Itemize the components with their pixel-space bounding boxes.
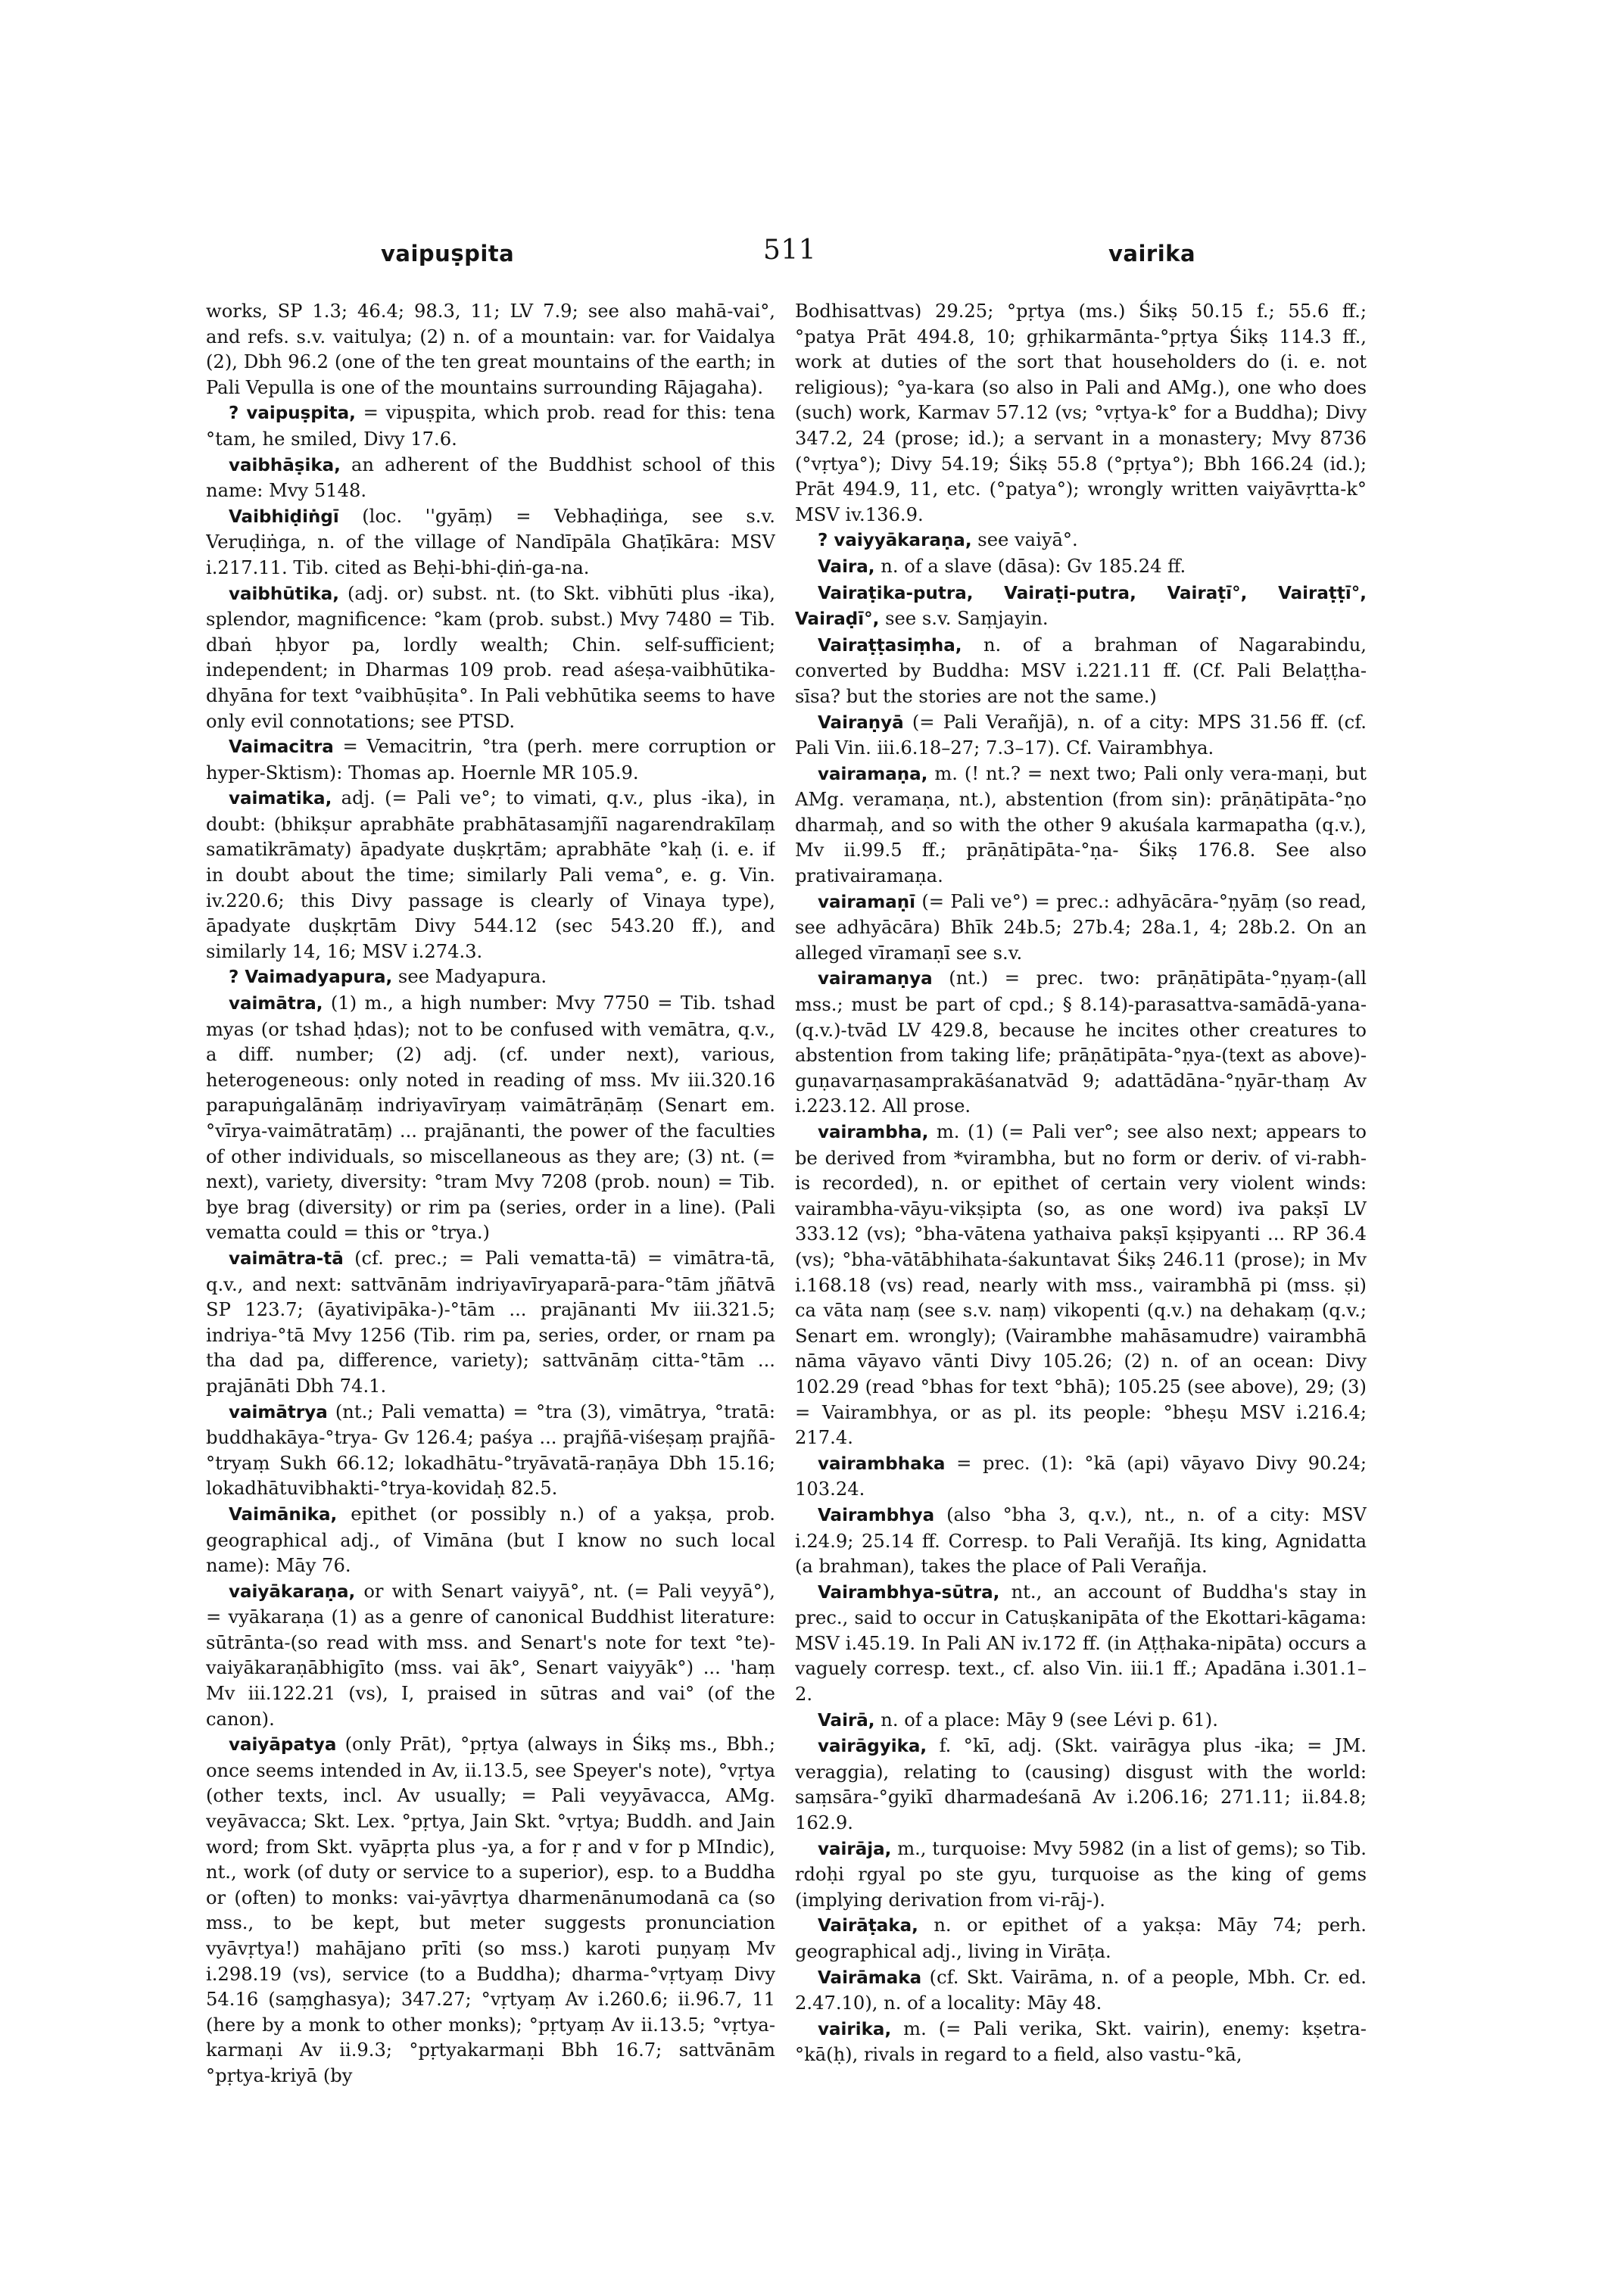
dictionary-entry <box>795 633 1367 710</box>
dictionary-entry <box>206 1579 775 1733</box>
entry-headword: vairamaṇa, <box>818 764 928 784</box>
dictionary-entry <box>206 1502 775 1579</box>
entry-headword: ? vaipuṣpita, <box>229 403 356 424</box>
entry-headword: vaimatika, <box>229 789 332 809</box>
dictionary-entry <box>795 1734 1367 1836</box>
entry-headword: vairāgyika, <box>818 1737 927 1757</box>
dictionary-entry <box>206 1400 775 1502</box>
entry-definition: nt., an account of Buddha's stay in prec., said to occur in Catuṣkanipāta of the Ekottari-kāgama: MSV i.45.19. In Pali AN iv.172 ff. (in Aṭṭhaka-nipāta) occurs a vaguely corresp. text., cf. also Vin. iii.1 ff.; Apadāna i.301.1–2. <box>795 1581 1367 1706</box>
dictionary-entry <box>795 581 1367 633</box>
entry-definition: m. (= Pali verika, Skt. vairin), enemy: kṣetra-°kā(ḥ), rivals in regard to a field, also vastu-°kā, <box>795 2017 1367 2066</box>
entry-headword: vairamaṇī <box>818 892 916 912</box>
entry-definition: = Vemacitrin, °tra (perh. mere corruption or hyper-Sktism): Thomas ap. Hoernle MR 105.9. <box>206 736 775 784</box>
entry-definition: n. of a slave (dāsa): Gv 185.24 ff. <box>881 555 1186 577</box>
dictionary-entry <box>206 299 775 400</box>
entry-definition: = vipuṣpita, which prob. read for this: tena °tam, he smiled, Divy 17.6. <box>206 402 775 450</box>
entry-definition: = prec. (1): °kā (api) vāyavo Divy 90.24; 103.24. <box>795 1452 1367 1500</box>
dictionary-entry <box>795 966 1367 1120</box>
entry-headword: vaimātrya <box>229 1402 328 1422</box>
entry-definition: see Madyapura. <box>397 966 547 988</box>
entry-headword: vaibhūtika, <box>229 584 340 604</box>
right-column <box>795 299 1367 2237</box>
entry-headword: ? vaiyyākaraṇa, <box>818 531 972 551</box>
dictionary-entry <box>795 1120 1367 1451</box>
entry-definition: an adherent of the Buddhist school of this name: Mvy 5148. <box>206 453 775 502</box>
page-number: 511 <box>763 235 817 266</box>
dictionary-entry <box>206 400 775 452</box>
entry-headword: Vairaṭika-putra, Vairaṭi-putra, Vairaṭī°, Vairaṭṭī°, Vairaḍī°, <box>795 583 1367 630</box>
entry-definition: (adj. or) subst. nt. (to Skt. vibhūti plus -ika), splendor, magnificence: °kam (prob. subst.) Mvy 7480 = Tib. dbaṅ ḥbyor pa, lordly wealth; Chin. self-sufficient; independent; in Dharmas 109 prob. read aśeṣa-vaibhūtika-dhyāna for text °vaibhūṣita°. In Pali vebhūtika seems to have only evil connotations; see PTSD. <box>206 582 775 732</box>
entry-headword: Vaimacitra <box>229 737 334 758</box>
dictionary-entry <box>795 1913 1367 1964</box>
dictionary-entry <box>206 1246 775 1400</box>
dictionary-entry <box>795 1580 1367 1708</box>
running-head-left: vaipuṣpita <box>381 241 515 266</box>
entry-headword: Vaibhiḍiṅgī <box>229 506 339 527</box>
dictionary-entry <box>206 453 775 504</box>
entry-headword: ? Vaimadyapura, <box>229 967 393 988</box>
entry-headword: vaiyākaraṇa, <box>229 1581 356 1602</box>
entry-headword: Vairāṭaka, <box>818 1916 918 1936</box>
entry-definition: see s.v. Saṃjayin. <box>885 608 1049 630</box>
dictionary-entry <box>795 299 1367 528</box>
entry-definition: m. (1) (= Pali ver°; see also next; appears to be derived from *virambha, but no form or deriv. of vi-rabh- is recorded), n. or epithet of certain very violent winds: vairambha-vāyu-vikṣipta (so, as one word) iva pakṣī LV 333.12 (vs); °bha-vātena yathaiva pakṣī kṣipyanti ... RP 36.4 (vs); °bha-vātābhihata-śakuntavat Śikṣ 246.11 (prose); in Mv i.168.18 (vs) read, nearly with mss., vairambhā pi (mss. ṣi) ca vāta naṃ (see s.v. naṃ) vikopenti (q.v.) na dehakaṃ (q.v.; Senart em. wrongly); (Vairambhe mahāsamudre) vairambhā nāma vāyavo vānti Divy 105.26; (2) n. of an ocean: Divy 102.29 (read °bhas for text °bhā); 105.25 (see above), 29; (3) = Vairambhya, or as pl. its people: °bheṣu MSV i.216.4; 217.4. <box>795 1121 1367 1449</box>
entry-definition: (1) m., a high number: Mvy 7750 = Tib. tshad myas (or tshad ḥdas); not to be confused with vemātra, q.v., a diff. number; (2) adj. (cf. under next), various, heterogeneous: only noted in reading of mss. Mv iii.320.16 parapuṅgalānāṃ indriyavīryaṃ vaimātrāṇāṃ (Senart em. °vīrya-vaimātratāṃ) ... prajānanti, the power of the faculties of other individuals, so miscellaneous as they are; (3) nt. (= next), variety, diversity: °tram Mvy 7208 (prob. noun) = Tib. bye brag (diversity) or rim pa (series, order in a line). (Pali vematta could = this or °trya.) <box>206 992 775 1244</box>
entry-headword: Vairambhya <box>818 1505 935 1525</box>
dictionary-entry <box>206 581 775 735</box>
entry-definition: n. of a brahman of Nagarabindu, converted by Buddha: MSV i.221.11 ff. (Cf. Pali Belaṭṭha-sīsa? but the stories are not the same.) <box>795 634 1367 707</box>
entry-headword: Vaimānika, <box>229 1504 338 1525</box>
entry-headword: vairika, <box>818 2019 892 2039</box>
dictionary-entry <box>795 528 1367 554</box>
entry-headword: Vairambhya-sūtra, <box>818 1582 1000 1603</box>
entry-definition: f. °kī, adj. (Skt. vairāgya plus -ika; = JM. veraggia), relating to (causing) disgust with the world: saṃsāra-°gyikī dharmadeśanā Av i.206.16; 271.11; ii.84.8; 162.9. <box>795 1735 1367 1834</box>
dictionary-entry <box>795 1503 1367 1580</box>
entry-headword: Vairaṇyā <box>818 712 904 733</box>
entry-definition: see vaiyā°. <box>977 529 1078 551</box>
dictionary-entry <box>795 1837 1367 1914</box>
dictionary-entry <box>795 1965 1367 2017</box>
entry-headword: vairambha, <box>818 1123 929 1142</box>
entry-headword: vaiyāpatya <box>229 1735 337 1756</box>
dictionary-entry <box>795 1451 1367 1503</box>
dictionary-entry <box>206 504 775 581</box>
entry-definition: (loc. ''gyāṃ) = Vebhaḍiṅga, see s.v. Veruḍiṅga, n. of the village of Nandīpāla Ghaṭīkāra: MSV i.217.11. Tib. cited as Beḥi-bhi-ḍiṅ-ga-na. <box>206 505 775 578</box>
entry-headword: Vairāmaka <box>818 1967 922 1988</box>
dictionary-entry <box>206 1732 775 2089</box>
entry-headword: vaimātra, <box>229 994 323 1014</box>
entry-definition: n. or epithet of a yakṣa: Māy 74; perh. geographical adj., living in Virāṭa. <box>795 1914 1367 1962</box>
entry-definition: m. (! nt.? = next two; Pali only vera-maṇi, but AMg. veramaṇa, nt.), abstention (from sin): prāṇātipāta-°ṇo dharmaḥ, and so with the other 9 akuśala karmapatha (q.v.), Mv ii.99.5 ff.; prāṇātipāta-°ṇa- Śikṣ 176.8. See also prativairamaṇa. <box>795 762 1367 887</box>
entry-headword: vaibhāṣika, <box>229 455 341 475</box>
entry-definition: m., turquoise: Mvy 5982 (in a list of gems); so Tib. rdoḥi rgyal po ste gyu, turquoise as the king of gems (implying derivation from vi-rāj-). <box>795 1837 1367 1911</box>
entry-definition: (only Prāt), °pṛtya (always in Śikṣ ms., Bbh.; once seems intended in Av, ii.13.5, see Speyer's note), °vṛtya (other texts, incl. Av usually; = Pali veyyāvacca, AMg. veyāvacca; Skt. Lex. °pṛtya, Jain Skt. °vṛtya; Buddh. and Jain word; from Skt. vyāpṛta plus -ya, a for ṛ and v for p MIndic), nt., work (of duty or service to a superior), esp. to a Buddha or (often) to monks: vai-yāvṛtya dharmenānumodanā ca (so mss., to be kept, but meter suggests pronunciation vyāvṛtya!) mahājano prīti (so mss.) karoti puṇyaṃ Mv i.298.19 (vs), service (to a Buddha); dharma-°vṛtyaṃ Divy 54.16 (saṃghasya); 347.27; °vṛtyaṃ Av i.260.6; ii.96.7, 11 (here by a monk to other monks); °pṛtyaṃ Av ii.13.5; °vṛtya-karmaṇi Av ii.9.3; °pṛtyakarmaṇi Bbh 16.7; sattvānām °pṛtya-kriyā (by <box>206 1734 775 2086</box>
entry-definition: or with Senart vaiyyā°, nt. (= Pali veyyā°), = vyākaraṇa (1) as a genre of canonical Buddhist literature: sūtrānta-(so read with mss. and Senart's note for text °te)-vaiyākaraṇābhigīto (mss. vai āk°, Senart vaiyyāk°) ... 'haṃ Mv iii.122.21 (vs), I, praised in sūtras and vai° (of the canon). <box>206 1580 775 1730</box>
entry-definition: works, SP 1.3; 46.4; 98.3, 11; LV 7.9; see also mahā-vai°, and refs. s.v. vaitulya; (2) n. of a mountain: var. for Vaidalya (2), Dbh 96.2 (one of the ten great mountains of the earth; in Pali Vepulla is one of the mountains surrounding Rājagaha). <box>206 301 775 398</box>
dictionary-entry <box>795 889 1367 967</box>
entry-definition: (cf. Skt. Vairāma, n. of a people, Mbh. Cr. ed. 2.47.10), n. of a locality: Māy 48. <box>795 1966 1367 2014</box>
dictionary-entry <box>795 554 1367 581</box>
entry-definition: n. of a place: Māy 9 (see Lévi p. 61). <box>881 1709 1218 1731</box>
entry-definition: Bodhisattvas) 29.25; °pṛtya (ms.) Śikṣ 50.15 f.; 55.6 ff.; °patya Prāt 494.8, 10; gṛhikarmānta-°pṛtya Śikṣ 114.3 ff., work at duties of the sort that householders do (i. e. not religious); °ya-kara (so also in Pali and AMg.), one who does (such) work, Karmav 57.12 (vs; °vṛtya-k° for a Buddha); Divy 347.2, 24 (prose; id.); a servant in a monastery; Mvy 8736 (°vṛtya°); Divy 54.19; Śikṣ 55.8 (°pṛtya°); Bbh 166.24 (id.); Prāt 494.9, 11, etc. (°patya°); wrongly written vaiyāvṛtta-k° MSV iv.136.9. <box>795 301 1367 525</box>
entry-definition: adj. (= Pali ve°; to vimati, q.v., plus -ika), in doubt: (bhikṣur aprabhāte prabhātasamjñī nagarendrakīlaṃ samatikrāmaty) āpadyate duṣkṛtām; aprabhāte °kaḥ (i. e. if in doubt about the time; similarly Pali vema°, e. g. Vin. iv.220.6; this Divy passage is clearly of Vinaya type), āpadyate duṣkṛtām Divy 544.12 (sec 543.20 ff.), and similarly 14, 16; MSV i.274.3. <box>206 787 775 962</box>
entry-definition: (= Pali ve°) = prec.: adhyācāra-°ṇyāṃ (so read, see adhyācāra) Bhīk 24b.5; 27b.4; 28a.1, 4; 28b.2. On an alleged vīramaṇī see s.v. <box>795 890 1367 964</box>
entry-definition: (cf. prec.; = Pali vematta-tā) = vimātra-tā, q.v., and next: sattvānām indriyavīryaparā-para-°tām jñātvā SP 123.7; (āyativipāka-)-°tām ... prajānanti Mv iii.321.5; indriya-°tā Mvy 1256 (Tib. rim pa, series, order, or rnam pa tha dad pa, difference, variety); sattvānāṃ citta-°tām ... prajānāti Dbh 74.1. <box>206 1247 775 1397</box>
entry-headword: Vaira, <box>818 556 875 577</box>
entry-headword: vairambhaka <box>818 1453 946 1474</box>
entry-headword: vaimātra-tā <box>229 1248 344 1269</box>
dictionary-entry <box>206 786 775 964</box>
running-head-right: vairika <box>1108 241 1196 266</box>
dictionary-entry <box>206 964 775 991</box>
entry-headword: Vairā, <box>818 1710 875 1731</box>
entry-definition: epithet (or possibly n.) of a yakṣa, prob. geographical adj., of Vimāna (but I know no such local name): Māy 76. <box>206 1503 775 1577</box>
entry-definition: (nt.) = prec. two: prāṇātipāta-°ṇyaṃ-(all mss.; must be part of cpd.; § 8.14)-parasattva-samādā-yana-(q.v.)-tvād LV 429.8, because he incites other creatures to abstention from taking life; prāṇātipāta-°ṇya-(text as above)-guṇavarṇasamprakāśanatvād 9; adattādāna-°ṇyār-thaṃ Av i.223.12. All prose. <box>795 967 1367 1117</box>
dictionary-entry <box>206 734 775 786</box>
entry-headword: Vairaṭṭasiṃha, <box>818 635 962 656</box>
left-column <box>206 299 775 2237</box>
dictionary-entry <box>795 2017 1367 2068</box>
dictionary-entry <box>206 991 775 1246</box>
entry-definition: (= Pali Verañjā), n. of a city: MPS 31.56 ff. (cf. Pali Vin. iii.6.18–27; 7.3–17). Cf. Vairambhya. <box>795 711 1367 759</box>
dictionary-entry <box>795 762 1367 889</box>
entry-headword: vairamaṇya <box>818 969 933 989</box>
dictionary-entry <box>795 710 1367 762</box>
entry-headword: vairāja, <box>818 1839 892 1859</box>
dictionary-entry <box>795 1708 1367 1734</box>
entry-definition: (nt.; Pali vematta) = °tra (3), vimātrya, °tratā: buddhakāya-°trya- Gv 126.4; paśya ... prajñā-viśeṣaṃ prajñā-°tryaṃ Sukh 66.12; lokadhātu-°tryāvatā-raṇāya Dbh 15.16; lokadhātuvibhakti-°trya-kovidaḥ 82.5. <box>206 1400 775 1500</box>
entry-definition: (also °bha 3, q.v.), nt., n. of a city: MSV i.24.9; 25.14 ff. Corresp. to Pali Verañjā. Its king, Agnidatta (a brahman), takes the place of Pali Verañja. <box>795 1503 1367 1578</box>
